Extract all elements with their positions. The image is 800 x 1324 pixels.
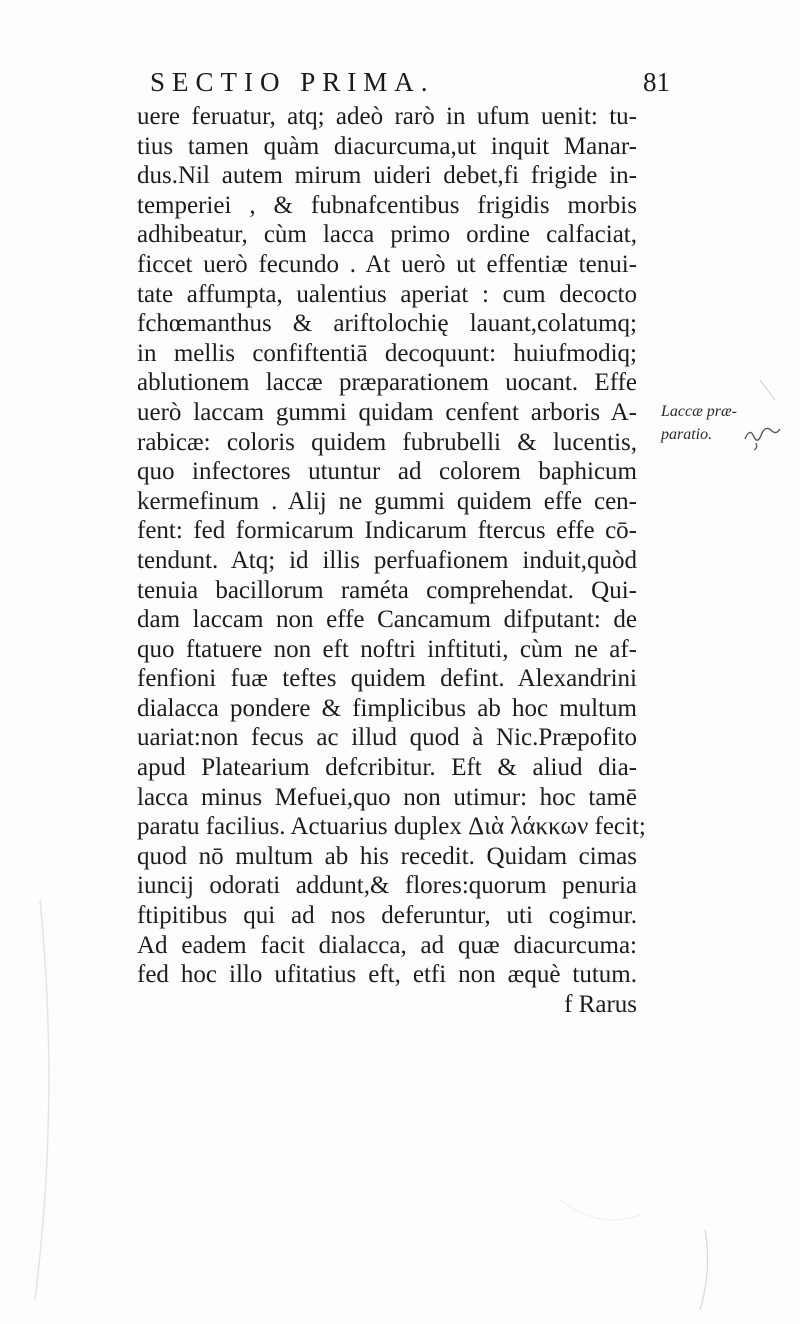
text-line: dam laccam non effe Cancamum difputant: de [137, 606, 637, 634]
text-line: fed hoc illo ufitatius eft, etfi non æquè tutum. [137, 961, 637, 989]
text-line: apud Platearium defcribitur. Eft & aliud dia- [137, 754, 637, 782]
text-line: rabicæ: coloris quidem fubrubelli & lucentis, [137, 428, 637, 456]
text-line: uere feruatur, atq; adeò rarò in ufum uenit: tu- [137, 103, 637, 130]
text-line: ablutionem laccæ præparationem uocant. Effe [137, 369, 637, 397]
text-line: tius tamen quàm diacurcuma,ut inquit Manar- [137, 132, 637, 160]
text-line: fchœmanthus & ariftolochię lauant,colatumq; [137, 310, 637, 338]
text-line: ficcet uerò fecundo . At uerò ut effentiæ tenui- [137, 250, 637, 278]
catchword-line: f Rarus [564, 990, 637, 1018]
text-line: uariat:non fecus ac illud quod à Nic.Præpofito [137, 724, 637, 752]
text-line: quod nō multum ab his recedit. Quidam cimas [137, 842, 637, 870]
text-line: adhibeatur, cùm lacca primo ordine calfaciat, [137, 221, 637, 249]
text-line: temperiei , & fubnafcentibus frigidis morbis [137, 191, 637, 219]
text-line: uerò laccam gummi quidam cenfent arboris A- [137, 398, 637, 426]
text-line: ftipitibus qui ad nos deferuntur, uti cogimur. [137, 902, 637, 930]
text-line: fenfioni fuæ teftes quidem defint. Alexandrini [137, 665, 637, 693]
page-header [150, 67, 670, 101]
text-line: quo ftatuere non eft noftri inftituti, cùm ne af- [137, 635, 637, 663]
body-text [137, 102, 646, 1019]
page-number: 81 [643, 67, 670, 97]
running-head: SECTIO PRIMA. [150, 67, 435, 97]
text-line: dus.Nil autem mirum uideri debet,fi frigide in- [137, 162, 637, 190]
text-line: tate affumpta, ualentius aperiat : cum decocto [137, 280, 637, 308]
text-line: fent: fed formicarum Indicarum ftercus effe cō- [137, 517, 637, 545]
text-line: quo infectores utuntur ad colorem baphicum [137, 458, 637, 486]
marginal-note-line: paratio. [661, 426, 713, 443]
text-line: dialacca pondere & fimplicibus ab hoc multum [137, 694, 637, 722]
marginal-note-line: Laccæ præ- [661, 403, 737, 420]
text-line: in mellis confiftentiā decoquunt: huiufmodiq; [137, 339, 637, 367]
text-line: kermefinum . Alij ne gummi quidem effe cen- [137, 487, 637, 515]
text-line: lacca minus Mefuei,quo non utimur: hoc tamē [137, 783, 637, 811]
text-line: paratu facilius. Actuarius duplex Διὰ λάκκων fecit; [137, 813, 646, 841]
text-line: iuncij odorati addunt,& flores:quorum penuria [137, 872, 637, 900]
text-line: tendunt. Atq; id illis perfuafionem induit,quòd [137, 546, 637, 574]
text-line: Ad eadem facit dialacca, ad quæ diacurcuma: [137, 931, 637, 959]
text-line: tenuia bacillorum raméta comprehendat. Qui- [137, 576, 637, 604]
handwritten-annotation-mark [742, 421, 782, 451]
